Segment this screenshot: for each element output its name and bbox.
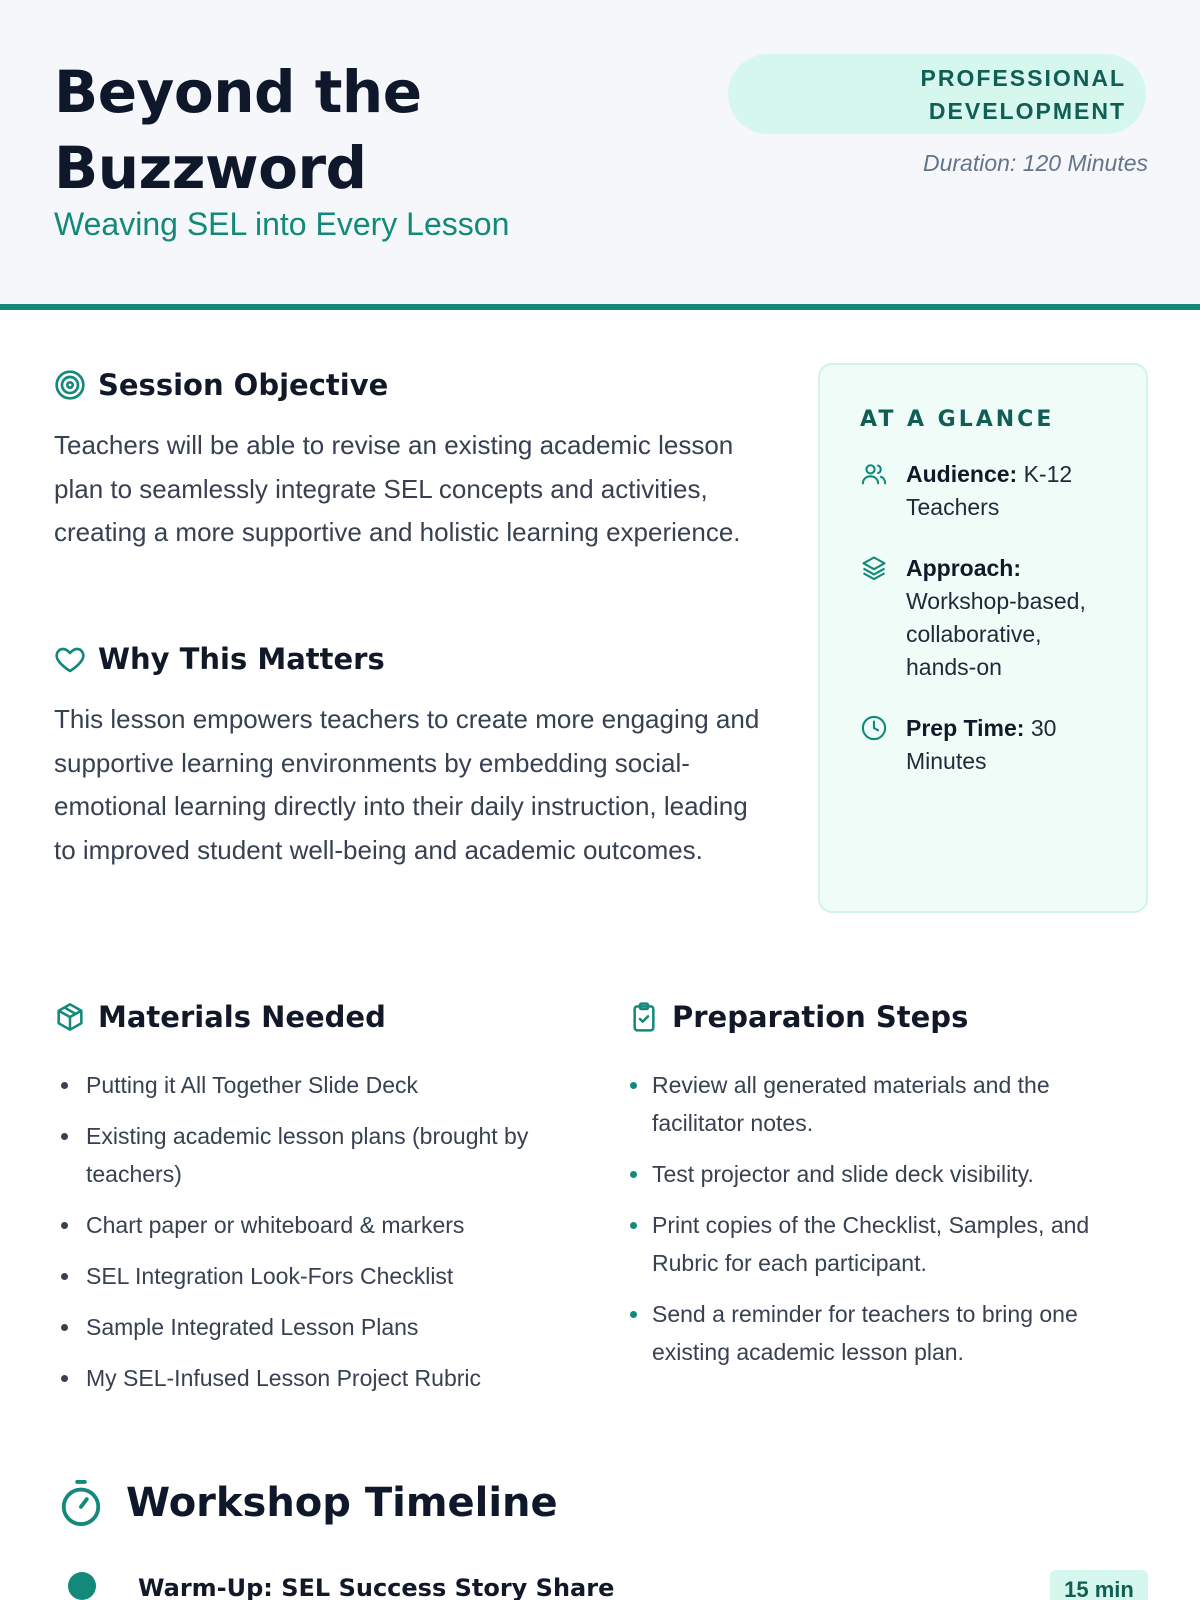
glance-value: Workshop-based, collaborative, hands-on — [906, 588, 1086, 680]
objective-text: Teachers will be able to revise an existing academic lesson plan to seamlessly integrate SEL concepts and activities, creating a more supportive and holistic learning experience. — [54, 430, 741, 547]
glance-value: K-12 Teachers — [906, 461, 1073, 520]
materials-list — [54, 1066, 594, 1410]
stopwatch-icon — [58, 1478, 104, 1528]
duration-label: Duration: 120 Minutes — [922, 150, 1148, 176]
list-item: SEL Integration Look-Fors Checklist — [54, 1257, 594, 1295]
glance-heading: AT A GLANCE — [860, 407, 1055, 432]
why-heading — [54, 642, 385, 676]
why-text: This lesson empowers teachers to create more engaging and supportive learning environments by embedding social-emotional learning directly into their daily instruction, leading to improved student well-being and academic outcomes. — [54, 704, 760, 865]
package-icon — [54, 1001, 86, 1033]
page-title: Beyond the Buzzword — [54, 58, 422, 202]
glance-value: 30 Minutes — [906, 715, 1057, 774]
objective-heading-text: Session Objective — [98, 368, 389, 402]
prep-heading-text: Preparation Steps — [672, 1000, 969, 1034]
timeline-heading — [58, 1478, 558, 1528]
clock-icon — [860, 714, 888, 742]
why-heading-text: Why This Matters — [98, 642, 385, 676]
list-item: My SEL-Infused Lesson Project Rubric — [54, 1359, 594, 1397]
prep-heading — [628, 1000, 968, 1034]
list-item: Chart paper or whiteboard & markers — [54, 1206, 594, 1244]
materials-heading — [54, 1000, 386, 1034]
glance-item-approach — [860, 552, 1116, 684]
materials-heading-text: Materials Needed — [98, 1000, 386, 1034]
list-item: Review all generated materials and the facilitator notes. — [628, 1066, 1148, 1142]
at-a-glance-panel — [818, 363, 1148, 913]
list-item: Print copies of the Checklist, Samples, and Rubric for each participant. — [628, 1206, 1148, 1282]
users-icon — [860, 460, 888, 488]
glance-label: Prep Time: — [906, 715, 1025, 741]
timeline-heading-text: Workshop Timeline — [126, 1480, 558, 1526]
objective-heading — [54, 368, 388, 402]
page-subtitle: Weaving SEL into Every Lesson — [54, 206, 510, 242]
prep-list — [628, 1066, 1148, 1384]
glance-label: Approach: — [906, 555, 1021, 581]
category-badge: PROFESSIONAL DEVELOPMENT — [728, 54, 1146, 134]
list-item: Test projector and slide deck visibility. — [628, 1155, 1148, 1193]
heart-icon — [54, 643, 86, 675]
layers-icon — [860, 554, 888, 582]
timeline-item-title: Warm-Up: SEL Success Story Share — [138, 1574, 615, 1600]
timeline-item-duration: 15 min — [1050, 1570, 1148, 1600]
header — [0, 0, 1200, 310]
list-item: Existing academic lesson plans (brought by teachers) — [54, 1117, 594, 1193]
list-item: Send a reminder for teachers to bring one existing academic lesson plan. — [628, 1295, 1148, 1371]
target-icon — [54, 369, 86, 401]
list-item: Putting it All Together Slide Deck — [54, 1066, 594, 1104]
glance-label: Audience: — [906, 461, 1018, 487]
glance-item-audience — [860, 458, 1116, 524]
clipboard-check-icon — [628, 1001, 660, 1033]
timeline-dot — [68, 1572, 96, 1600]
glance-item-prep-time — [860, 712, 1116, 778]
list-item: Sample Integrated Lesson Plans — [54, 1308, 594, 1346]
